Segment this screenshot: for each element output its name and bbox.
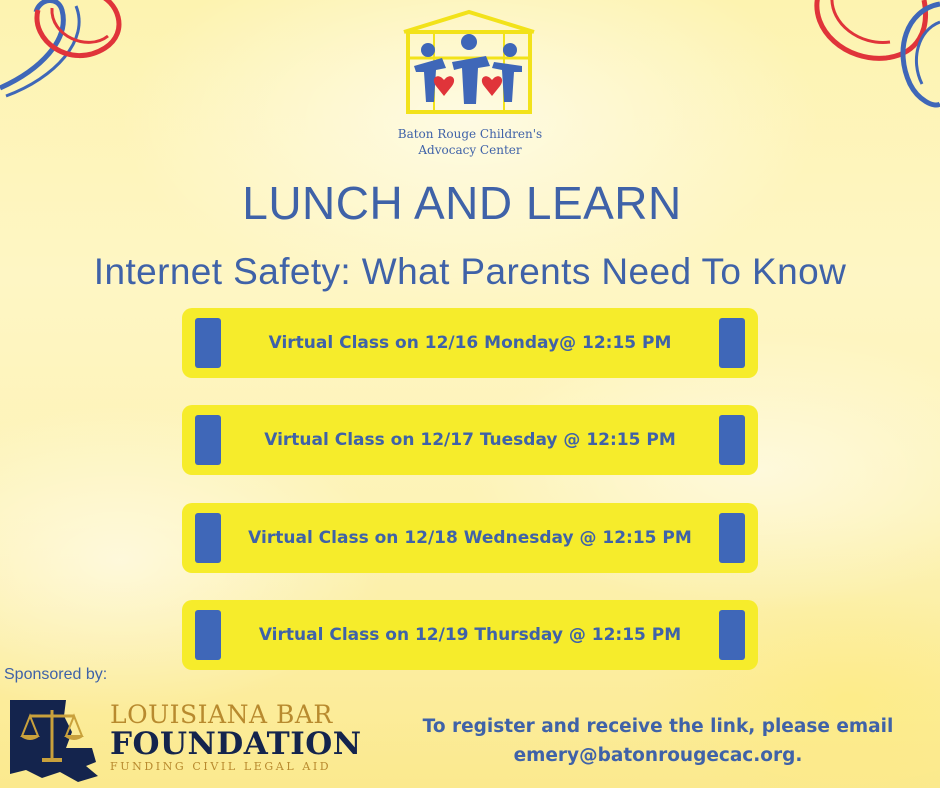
louisiana-scales-icon <box>6 696 102 784</box>
session-tab-left <box>195 513 221 563</box>
session-tab-right <box>719 415 745 465</box>
sponsor-tagline: FUNDING CIVIL LEGAL AID <box>110 760 332 773</box>
session-tab-right <box>719 318 745 368</box>
session-tab-right <box>719 513 745 563</box>
session-tab-left <box>195 318 221 368</box>
organization-name: Baton Rouge Children's Advocacy Center <box>397 127 543 157</box>
advocacy-center-logo <box>394 6 544 116</box>
session-label: Virtual Class on 12/17 Tuesday @ 12:15 PM <box>264 430 676 450</box>
session-label: Virtual Class on 12/19 Thursday @ 12:15 PM <box>258 625 682 645</box>
registration-text: To register and receive the link, please email <box>422 716 894 737</box>
event-title: LUNCH AND LEARN <box>242 177 682 229</box>
event-subtitle: Internet Safety: What Parents Need To Know <box>93 251 847 292</box>
ribbon-top-left <box>0 0 130 110</box>
sponsored-by-caption: Sponsored by: <box>4 666 108 683</box>
session-label: Virtual Class on 12/16 Monday@ 12:15 PM <box>268 333 672 353</box>
session-box <box>182 600 758 670</box>
ribbon-top-right <box>806 0 940 120</box>
registration-info <box>398 712 918 770</box>
session-box <box>182 503 758 573</box>
registration-email[interactable]: emery@batonrougecac.org. <box>513 745 803 766</box>
session-tab-left <box>195 415 221 465</box>
sponsor-name-line1: LOUISIANA BAR <box>110 700 333 729</box>
session-box <box>182 405 758 475</box>
session-tab-right <box>719 610 745 660</box>
session-label: Virtual Class on 12/18 Wednesday @ 12:15 PM <box>248 528 692 548</box>
session-tab-left <box>195 610 221 660</box>
sponsor-name-line2: FOUNDATION <box>110 726 362 762</box>
session-box <box>182 308 758 378</box>
